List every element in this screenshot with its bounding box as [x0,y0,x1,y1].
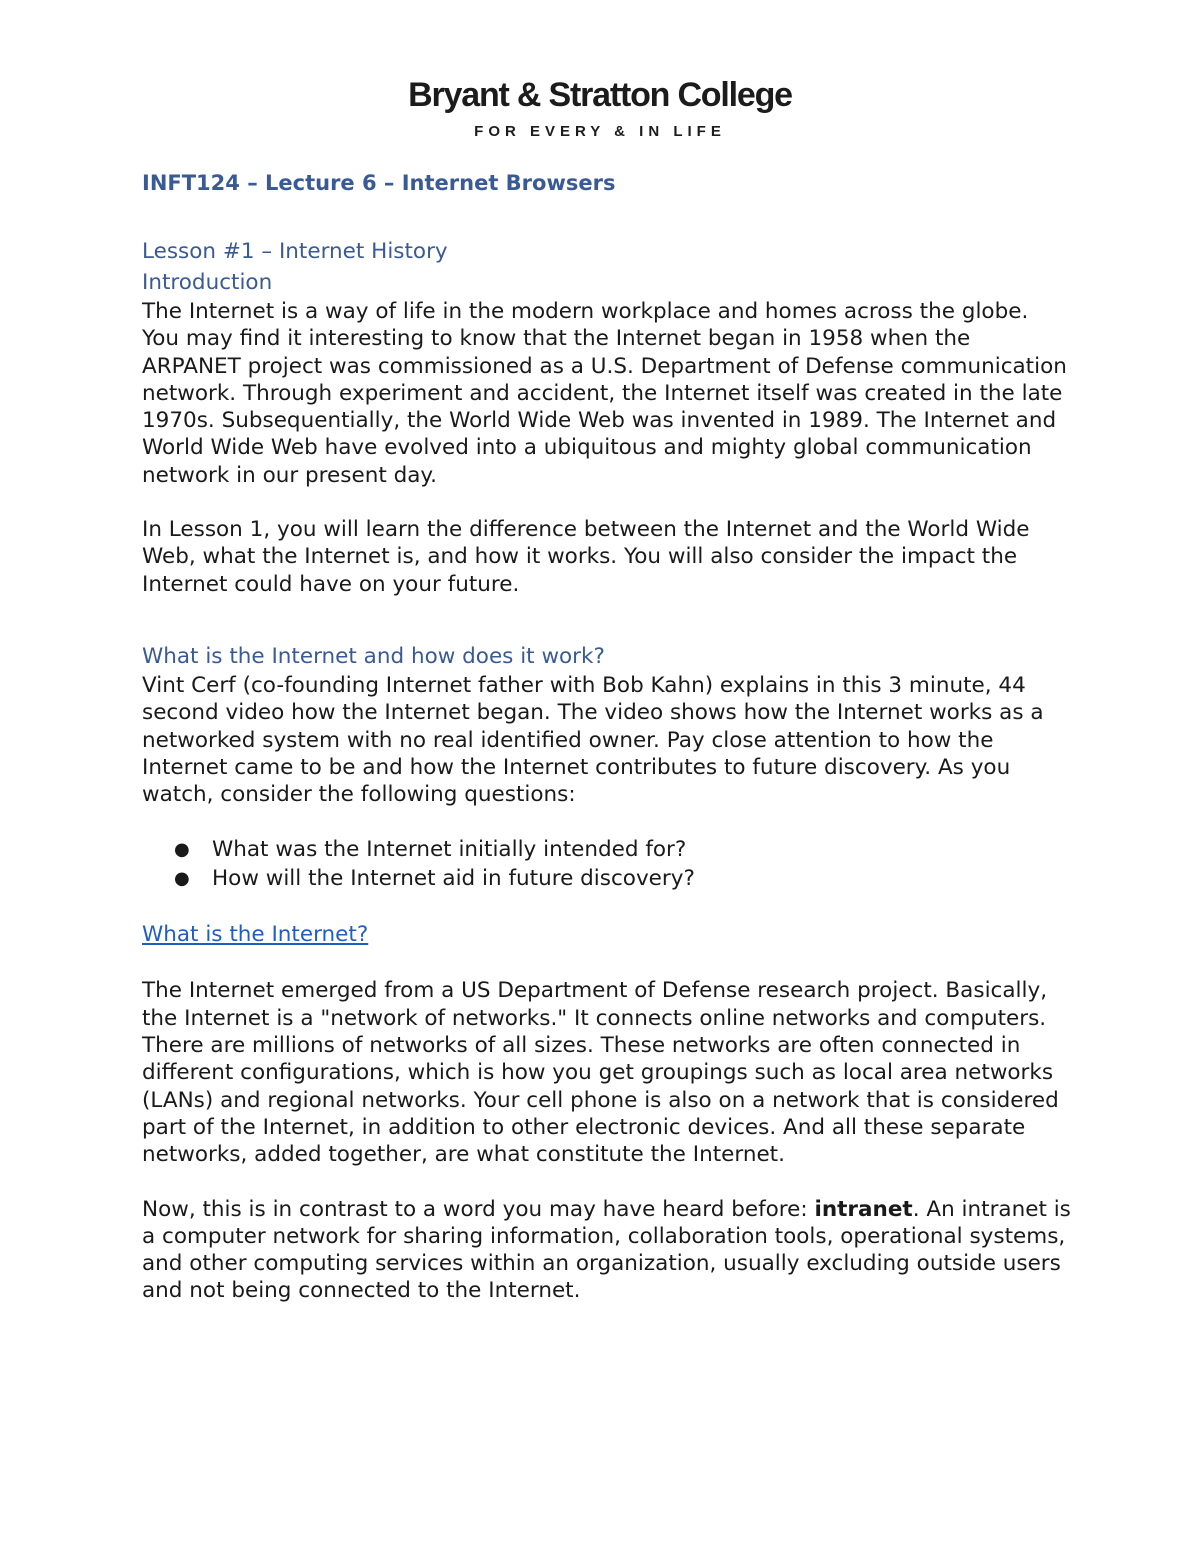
lesson-heading: Lesson #1 – Internet History [142,239,448,264]
intro-paragraph: The Internet is a way of life in the modern workplace and homes across the globe. You may find it interesting to know that the Internet began in 1958 when the ARPANET project was commissioned as a U.S. Department of Defense communication network. Through experiment and accident, the Internet itself was created in the late 1970s. Subsequentially, the World Wide Web was invented in 1989. The Internet and World Wide Web have evolved into a ubiquitous and mighty global communication network in our present day. [142,299,1067,488]
logo-tagline: FOR EVERY & IN LIFE [474,123,726,140]
document-title: INFT124 – Lecture 6 – Internet Browsers [142,171,616,195]
logo-name: Bryant & Stratton College [408,76,792,114]
bullet-icon: ● [174,839,190,861]
list-item [142,835,1072,864]
internet-paragraph: The Internet emerged from a US Department of Defense research project. Basically, the Internet is a "network of networks." It connects online networks and computers. There are millions of networks of all sizes. These networks are often connected in different configurations, which is how you get groupings such as local area networks (LANs) and regional networks. Your cell phone is also on a network that is considered part of the Internet, in addition to other electronic devices. And all these separate networks, added together, are what constitute the Internet. [142,978,1059,1168]
questions-list [142,835,1072,893]
intranet-rest: . An intranet is a computer network for sharing information, collaboration tools, operational systems, and other computing services within an organization, usually excluding outside users and not being connected to the Internet. [142,1196,1071,1304]
what-is-internet-link[interactable]: What is the Internet? [142,922,369,948]
question-text: What was the Internet initially intended for? [212,837,687,863]
intranet-intro: Now, this is in contrast to a word you may have heard before: [142,1196,815,1222]
intranet-paragraph [142,1196,1072,1305]
document-content [142,166,1072,1305]
intro-heading: Introduction [142,270,273,295]
bullet-icon: ● [174,868,190,890]
video-paragraph: Vint Cerf (co-founding Internet father with Bob Kahn) explains in this 3 minute, 44 second video how the Internet began. The video shows how the Internet works as a networked system with no real identified owner. Pay close attention to how the Internet came to be and how the Internet contributes to future discovery. As you watch, consider the following questions: [142,672,1044,808]
section-heading: What is the Internet and how does it work? [142,643,605,669]
lesson-paragraph: In Lesson 1, you will learn the difference between the Internet and the World Wide Web, what the Internet is, and how it works. You will also consider the impact the Internet could have on your future. [142,517,1030,597]
intranet-term: intranet [814,1196,913,1222]
list-item [142,864,1072,893]
question-text: How will the Internet aid in future discovery? [212,866,695,892]
